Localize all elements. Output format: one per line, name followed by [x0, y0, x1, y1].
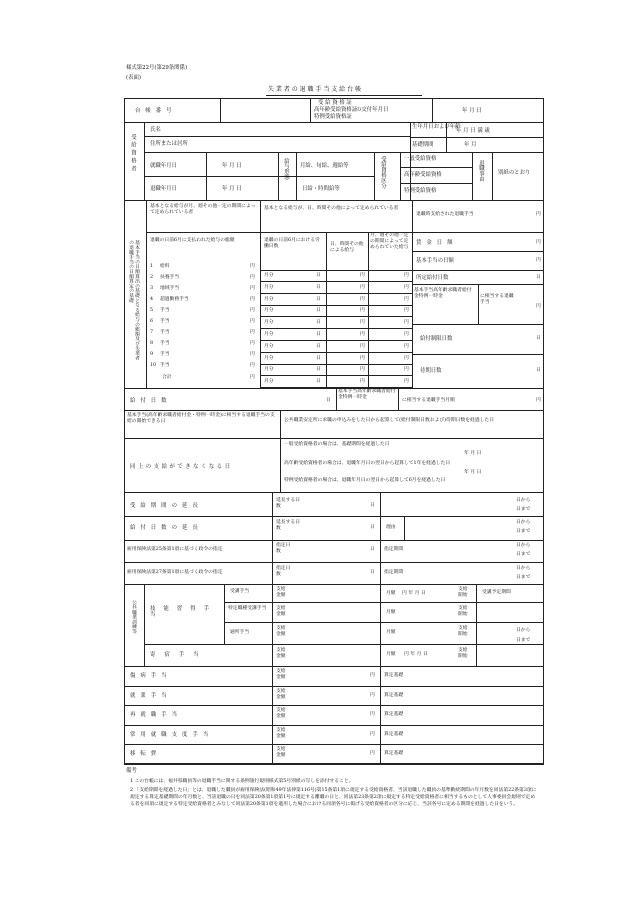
ext-pay-from: 日から: [516, 520, 531, 525]
other-row-label: 再就職手当: [130, 712, 182, 719]
address-label: 住所または居所: [150, 141, 188, 147]
yen-cell: 円: [360, 367, 365, 373]
wage-col2-sub-b: 日、時間その他による給与: [330, 242, 364, 253]
training-monthly-1: 月額: [386, 591, 396, 596]
form-number: 様式第22号(第29条関係): [126, 65, 188, 71]
skill-label: 技能習得手当: [150, 606, 217, 618]
ext-pay-unit: 日: [370, 525, 375, 530]
ext25-designated: 指定日数: [276, 543, 291, 554]
ext-pay-days: 延長する日数: [276, 520, 300, 531]
ext-pay-reason: 理由: [386, 525, 396, 530]
other-row-yen: 円: [370, 731, 375, 737]
restrict-days-label: 給付制限日数: [420, 336, 453, 342]
training-item-2: 特定職種受講手当: [228, 606, 267, 611]
restrict-days-unit: 日: [536, 336, 541, 341]
name-label: 氏名: [150, 127, 161, 133]
wage-row-number: 9: [150, 352, 154, 357]
wage-row-label: 手当: [160, 341, 170, 346]
retire-date-value: 年 月 日: [222, 186, 242, 192]
yen-cell: 円: [360, 320, 365, 326]
training-item-3: 通所手当: [230, 630, 250, 635]
wage-row-label: 手当: [160, 308, 170, 313]
grid-line: [260, 328, 412, 329]
days-cell: 日: [316, 343, 321, 349]
grid-line: [124, 686, 544, 687]
retire-pay-label: 退職時支給された退職手当: [416, 212, 474, 217]
other-row-yen: 円: [370, 692, 375, 698]
yen-cell: 円: [360, 273, 365, 278]
ext25-unit: 日: [370, 547, 375, 552]
wage-row-yen: 円: [250, 308, 255, 313]
paid-days-amount-label: に相当する退職手当月額: [402, 398, 455, 403]
issue-date-value: 年 月 日: [462, 108, 482, 114]
paid-days-unit: 日: [326, 398, 331, 403]
issue-date-label: の交付年月日: [356, 107, 389, 113]
ext27-from: 日から: [516, 566, 531, 571]
cannot-pay-line-3: 特例受給資格者の場合は、退職年月日の翌日から起算して6月を経過した日: [284, 478, 446, 483]
grid-line: [260, 305, 412, 306]
grid-line: [260, 293, 412, 294]
wage-daily-label: 賃金日額: [416, 240, 458, 246]
yen-cell: 円: [404, 379, 409, 385]
wage-col2-sub-c: 月、週その他一定の期間によって定められていた給与: [370, 233, 409, 250]
ext-receipt-to: 日まで: [516, 507, 531, 512]
grid-line: [260, 281, 412, 282]
wage-row-label: 扶養手当: [160, 275, 180, 280]
ext-receipt-from: 日から: [516, 498, 531, 503]
other-row-amount: 支給金額: [276, 669, 286, 680]
wage-row-label: 地域手当: [160, 286, 180, 291]
grid-line: [260, 375, 412, 376]
wage-row-yen: 円: [250, 286, 255, 291]
ext27-designated: 指定日数: [276, 566, 291, 577]
month-days-cell: 月分: [264, 343, 274, 349]
ext-pay-to: 日まで: [516, 529, 531, 534]
waiting-days-label: 待期日数: [420, 368, 442, 374]
ext27-label: 雇用保険法第27条第1項に基づく政令の指定: [127, 570, 223, 575]
training-amount-3: 支給金額: [276, 626, 286, 637]
qual-class-3: 特例受給資格: [404, 188, 437, 194]
wage-row-label: 給料: [160, 264, 170, 269]
start-basic-value: 公共職業安定所に求職の申込みをした日から起算して(給付制限日数および)待期日数を経過した日: [284, 418, 495, 423]
yen-cell: 円: [404, 367, 409, 373]
month-days-cell: 月分: [264, 284, 274, 290]
training-start-4: 支給開始: [458, 648, 468, 659]
wage-row-number: 7: [150, 330, 154, 335]
wage-row-yen: 円: [250, 341, 255, 346]
title-underline: [266, 95, 422, 96]
receipt-period-to: 日まで: [516, 638, 531, 643]
qual-class-2: 高年齢受給資格: [404, 172, 442, 178]
yen-cell: 円: [404, 355, 409, 361]
other-row-label: 就業手当: [130, 692, 172, 699]
training-group-label: 公共職業訓練等: [131, 600, 136, 634]
yen-cell: 円: [404, 273, 409, 278]
grid-line: [124, 764, 544, 765]
notes-heading: 備考: [126, 768, 137, 774]
training-start-2: 支給開始: [458, 606, 468, 617]
ext25-to: 日まで: [516, 552, 531, 557]
other-row-yen: 円: [370, 751, 375, 757]
ext27-unit: 日: [370, 570, 375, 575]
ledger-frame: [124, 98, 544, 764]
cert-line-3: 特例受給資格証: [314, 114, 352, 120]
equiv-value: に相当する退職手当: [480, 294, 514, 305]
yen-cell: 円: [404, 296, 409, 302]
yen-cell: 円: [360, 296, 365, 302]
other-row-calc: 算定基礎: [384, 751, 404, 757]
paid-days-amount-yen: 円: [536, 398, 541, 403]
qual-class-label: 受給資格区分: [380, 156, 386, 189]
days-cell: 日: [316, 379, 321, 385]
wage-row-label: 手当: [160, 363, 170, 368]
yen-cell: 円: [360, 284, 365, 290]
wage-row-label: 手当: [160, 319, 170, 324]
training-amount-2: 支給金額: [276, 606, 286, 617]
other-row-amount: 支給金額: [276, 727, 286, 739]
wage-row-yen: 円: [250, 297, 255, 302]
wage-row-yen: 円: [250, 352, 255, 357]
training-start-1: 支給開始: [458, 587, 468, 598]
ext27-to: 日まで: [516, 575, 531, 580]
yen-cell: 円: [404, 320, 409, 326]
wage-row-number: 6: [150, 319, 154, 324]
yen-cell: 円: [360, 343, 365, 349]
training-monthly-2: 月額: [386, 610, 396, 615]
wage-row-yen: 円: [250, 275, 255, 280]
cannot-pay-label: 同上の支給ができなくなる日: [130, 464, 233, 470]
wage-row-number: 1: [150, 264, 154, 269]
month-days-cell: 月分: [264, 379, 274, 385]
other-row-calc: 算定基礎: [384, 731, 404, 737]
days-cell: 日: [316, 320, 321, 326]
reason-label: 退職事由: [478, 160, 484, 182]
pay-form-2: 日給・時間給等: [302, 186, 340, 192]
cannot-pay-line-1: 一般受給資格者の場合は、基礎期間を経過した日: [284, 442, 390, 447]
month-days-cell: 月分: [264, 296, 274, 302]
wage-row-number: 4: [150, 297, 154, 302]
wage-row-yen: 円: [250, 264, 255, 269]
basic-period-value: 年 月: [464, 142, 477, 148]
birth-value: 年 月 日 満 歳: [456, 128, 490, 134]
yen-cell: 円: [360, 332, 365, 337]
month-days-cell: 月分: [264, 355, 274, 361]
wage-side-label: 基本手当の日額算出の基礎となる給与の総額及び失業者の退職手当の日額算定の基礎: [128, 240, 139, 360]
qual-class-1: 一般受給資格: [404, 156, 437, 162]
wage-total-label: 合計: [162, 375, 172, 380]
wage-col2-head: 基本となる給与が、日、時間その他によって定められている者: [264, 206, 399, 211]
wage-total-yen: 円: [250, 375, 255, 380]
start-basic-label: 基本手当(高年齢求職者給付金・特例一時金)に相当する退職手当の支給の開始できる日: [127, 413, 275, 424]
daily-basic-yen: 円: [536, 258, 541, 263]
note-2: 2 「支給期間を経過した日」とは、退職した職員が雇用保険法(昭和49年法律第116号)第15条第1項に規定する受給資格者、当該退職した職員の基準勤続期間の年月数を同法第22条第3項に規定する算定基礎期間の年月数と、当該退職の日を同法第20条第1項第1号に規定する離職の日と、同法第23条第2項に規定する特定受給資格者に相当するものとして人事委員会規則で定める者を同項に規定する特定受給資格者とみなして同法第20条第1項を適用した場合における同項各号に掲げる受給資格者の区分に応じ、当該各号に定める期間を経過した日をいう。: [130, 788, 537, 807]
wage-row-label: 超過勤務手当: [160, 297, 189, 302]
ext25-from: 日から: [516, 543, 531, 548]
ext-receipt-label: 受給期間の延長: [130, 503, 203, 509]
fixed-days-unit: 日: [536, 275, 541, 280]
training-amount-4: 支給金額: [276, 648, 286, 659]
wage-row-yen: 円: [250, 363, 255, 368]
other-row-amount: 支給金額: [276, 688, 286, 700]
ledger-no-label: 台帳番号: [135, 108, 177, 114]
training-monthly-1-value: 円 年 月 日: [402, 591, 426, 596]
yen-cell: 円: [360, 355, 365, 361]
yen-cell: 円: [404, 284, 409, 290]
ext25-period: 指定期間: [384, 547, 404, 552]
wage-row-number: 5: [150, 308, 154, 313]
other-row-label: 傷病手当: [130, 673, 172, 679]
grid-line: [124, 744, 544, 745]
training-monthly-4: 月額: [386, 652, 396, 657]
lodging-label: 寄宿手当: [150, 652, 208, 658]
other-row-label: 移転費: [130, 751, 162, 758]
paid-days-basic-3: 基本手当高年齢求職者給付金特例一時金: [338, 389, 396, 400]
wage-row-label: 手当: [160, 330, 170, 335]
training-start-3: 支給開始: [458, 626, 468, 637]
waiting-days-unit: 日: [536, 368, 541, 373]
recipient-group-label: 受給資格者: [130, 134, 136, 174]
retire-date-label: 退職年月日: [150, 186, 177, 192]
grid-line: [124, 725, 544, 726]
pay-form-1: 月給、旬給、週給等: [300, 163, 349, 169]
wage-row-number: 3: [150, 286, 154, 291]
wage-daily-yen: 円: [536, 240, 541, 245]
yen-cell: 円: [404, 343, 409, 349]
birth-label: 生年月日および年齢: [412, 124, 461, 130]
ext-receipt-days: 延長する日数: [276, 498, 300, 509]
days-cell: 日: [316, 355, 321, 361]
grid-line: [260, 316, 412, 317]
other-row-calc: 算定基礎: [384, 712, 404, 718]
cert-line-1: 受 給 資 格 証: [318, 100, 352, 106]
days-cell: 日: [316, 367, 321, 373]
grid-line: [260, 364, 412, 365]
wage-row-number: 10: [150, 363, 157, 368]
yen-cell: 円: [360, 379, 365, 385]
days-cell: 日: [316, 296, 321, 302]
retire-pay-yen: 円: [536, 212, 541, 217]
month-days-cell: 月分: [264, 320, 274, 326]
training-monthly-3: 月額: [386, 630, 396, 635]
cert-line-2: 高年齢受給資格証: [314, 107, 358, 113]
grid-line: [124, 705, 544, 706]
ext25-label: 雇用保険法第25条第1項に基づく政令の指定: [127, 547, 223, 552]
basic-period-label: 基礎期間: [412, 142, 434, 148]
wage-row-yen: 円: [250, 330, 255, 335]
grid-line: [260, 340, 412, 341]
days-cell: 日: [316, 308, 321, 314]
wage-row-number: 2: [150, 275, 154, 280]
days-cell: 日: [316, 273, 321, 278]
training-amount-1: 支給金額: [276, 587, 286, 598]
receipt-period-from: 日から: [516, 628, 531, 633]
days-cell: 日: [316, 284, 321, 290]
hire-date-label: 就職年月日: [150, 163, 177, 169]
month-days-cell: 月分: [264, 273, 274, 278]
wage-row-label: 手当: [160, 352, 170, 357]
cannot-pay-ym-1: 年 月 日: [464, 451, 482, 456]
other-row-calc: 算定基礎: [384, 673, 404, 678]
month-days-cell: 月分: [264, 367, 274, 373]
wage-col1-sub: 退職の日前6月に支払われた給与の総額: [150, 238, 235, 243]
note-1: 1 この台帳には、福井県職員等の退職手当に関する条例施行規則様式第5号別紙の写しを添付すること。: [130, 779, 354, 784]
ext27-period: 指定期間: [384, 570, 404, 575]
days-cell: 日: [316, 332, 321, 337]
other-row-yen: 円: [370, 712, 375, 718]
wage-col1-head: 基本となる給与が月、週その他一定の期間によって定められている者: [150, 204, 256, 215]
receipt-period-label: 受講予定期間: [482, 590, 511, 595]
wage-row-number: 8: [150, 341, 154, 346]
daily-basic-label: 基本手当の日額: [416, 258, 454, 264]
pay-form-label: 給与形態: [283, 158, 289, 180]
grid-line: [260, 352, 412, 353]
month-days-cell: 月分: [264, 332, 274, 337]
paid-days-label: 給付日数: [130, 398, 172, 404]
ext-receipt-unit: 日: [370, 503, 375, 508]
other-row-calc: 算定基礎: [384, 692, 404, 698]
wage-row-yen: 円: [250, 319, 255, 324]
equiv-yen: 円: [536, 304, 541, 309]
yen-cell: 円: [404, 332, 409, 337]
yen-cell: 円: [404, 308, 409, 314]
hire-date-value: 年 月 日: [222, 163, 242, 169]
fixed-days-label: 所定給付日数: [416, 275, 449, 281]
equiv-label: 基本手当高年齢求職者給付金特例一時金: [414, 288, 472, 299]
training-item-1: 受講手当: [230, 589, 250, 594]
month-days-cell: 月分: [264, 308, 274, 314]
other-row-yen: 円: [370, 673, 375, 678]
wage-col2-sub-a: 退職の日前6月における労働日数: [264, 238, 320, 249]
page-side: (表面): [126, 75, 141, 81]
cannot-pay-line-2: 高年齢受給資格者の場合は、退職年月日の翌日から起算して1年を経過した日: [284, 461, 451, 466]
ext-pay-label: 給付日数の延長: [130, 525, 203, 531]
yen-cell: 円: [360, 308, 365, 314]
training-monthly-4-value: 円 年 月 日: [404, 652, 428, 657]
other-row-amount: 支給金額: [276, 708, 286, 720]
reason-value: 別紙のとおり: [498, 170, 531, 176]
other-row-label: 常用就職支度手当: [130, 731, 214, 738]
cannot-pay-ym-2: 年 月 日: [464, 470, 482, 475]
other-row-amount: 支給金額: [276, 747, 286, 759]
page-title: 失 業 者 の 退 職 手 当 支 給 台 帳: [268, 86, 361, 93]
